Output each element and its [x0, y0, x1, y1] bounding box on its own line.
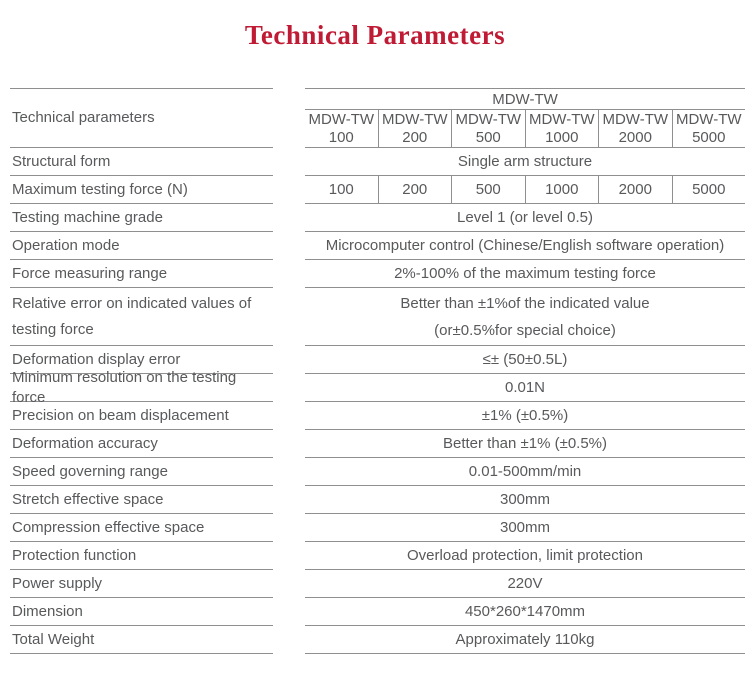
column-gap [273, 176, 305, 204]
column-gap [273, 402, 305, 430]
row-value: Approximately 110kg [305, 626, 745, 654]
model-name: MDW-TW [308, 110, 375, 128]
row-value: Level 1 (or level 0.5) [305, 204, 745, 232]
row-label: Operation mode [10, 232, 273, 260]
table-row [10, 148, 745, 176]
model-code: 5000 [692, 128, 726, 146]
header-models-cell [305, 88, 745, 148]
table-row [10, 288, 745, 346]
column-gap [273, 260, 305, 288]
column-gap [273, 542, 305, 570]
table-row [10, 458, 745, 486]
row-value: 300mm [305, 486, 745, 514]
force-value-cell: 500 [451, 176, 525, 203]
column-gap [273, 430, 305, 458]
model-name: MDW-TW [528, 110, 595, 128]
column-gap [273, 204, 305, 232]
model-code: 200 [402, 128, 428, 146]
column-gap [273, 288, 305, 346]
model-code: 1000 [545, 128, 579, 146]
row-label: Power supply [10, 570, 273, 598]
row-label: Deformation display error [10, 346, 273, 374]
row-label: Protection function [10, 542, 273, 570]
model-code: 2000 [618, 128, 652, 146]
row-label: Dimension [10, 598, 273, 626]
table-row [10, 486, 745, 514]
row-value: ±1% (±0.5%) [305, 402, 745, 430]
column-gap [273, 486, 305, 514]
model-code: 100 [328, 128, 354, 146]
row-label: Relative error on indicated values of testing force [10, 288, 273, 346]
row-label: Stretch effective space [10, 486, 273, 514]
row-value: ≤± (50±0.5L) [305, 346, 745, 374]
column-gap [273, 374, 305, 402]
table-row [10, 204, 745, 232]
row-label: Force measuring range [10, 260, 273, 288]
table-row [10, 626, 745, 654]
row-value: Single arm structure [305, 148, 745, 176]
model-name: MDW-TW [675, 110, 742, 128]
table-header-row [10, 88, 745, 148]
column-gap [273, 148, 305, 176]
row-label: Speed governing range [10, 458, 273, 486]
row-value: 450*260*1470mm [305, 598, 745, 626]
force-value-cell: 1000 [525, 176, 599, 203]
row-label: Compression effective space [10, 514, 273, 542]
column-gap [273, 232, 305, 260]
model-column-header [598, 110, 672, 147]
row-value-line1: Better than ±1%of the indicated value [400, 294, 650, 312]
table-row [10, 402, 745, 430]
column-gap [273, 598, 305, 626]
row-value [305, 288, 745, 346]
model-column-header [672, 110, 746, 147]
row-value: 2%-100% of the maximum testing force [305, 260, 745, 288]
model-column-header [525, 110, 599, 147]
row-value: 220V [305, 570, 745, 598]
technical-parameters-table [10, 88, 745, 654]
row-value: Better than ±1% (±0.5%) [305, 430, 745, 458]
row-value-cells [305, 176, 745, 204]
row-value: 0.01-500mm/min [305, 458, 745, 486]
model-column-header [305, 110, 378, 147]
force-value-cell: 200 [378, 176, 452, 203]
column-gap [273, 88, 305, 148]
row-value-line2: (or±0.5%for special choice) [434, 321, 616, 339]
model-name: MDW-TW [602, 110, 669, 128]
model-column-header [451, 110, 525, 147]
column-gap [273, 570, 305, 598]
table-row [10, 260, 745, 288]
table-row [10, 430, 745, 458]
row-value: 0.01N [305, 374, 745, 402]
model-group-label: MDW-TW [305, 89, 745, 110]
row-label: Deformation accuracy [10, 430, 273, 458]
header-label: Technical parameters [10, 88, 273, 148]
column-gap [273, 626, 305, 654]
table-row [10, 542, 745, 570]
row-value: Microcomputer control (Chinese/English software operation) [305, 232, 745, 260]
force-value-cell: 5000 [672, 176, 746, 203]
model-columns [305, 110, 745, 147]
table-row [10, 232, 745, 260]
row-label: Structural form [10, 148, 273, 176]
table-row [10, 176, 745, 204]
model-name: MDW-TW [455, 110, 522, 128]
model-code: 500 [475, 128, 501, 146]
column-gap [273, 458, 305, 486]
force-value-cell: 2000 [598, 176, 672, 203]
table-row [10, 368, 745, 406]
model-column-header [378, 110, 452, 147]
row-label: Maximum testing force (N) [10, 176, 273, 204]
column-gap [273, 514, 305, 542]
force-value-cell: 100 [328, 181, 354, 198]
table-row [10, 570, 745, 598]
row-label: Testing machine grade [10, 204, 273, 232]
table-row [10, 598, 745, 626]
row-label: Precision on beam displacement [10, 402, 273, 430]
column-gap [273, 346, 305, 374]
row-value: 300mm [305, 514, 745, 542]
model-name: MDW-TW [381, 110, 448, 128]
row-value: Overload protection, limit protection [305, 542, 745, 570]
page-title: Technical Parameters [244, 20, 506, 50]
row-label: Total Weight [10, 626, 273, 654]
table-row [10, 514, 745, 542]
row-label: Minimum resolution on the testing force [10, 374, 273, 402]
